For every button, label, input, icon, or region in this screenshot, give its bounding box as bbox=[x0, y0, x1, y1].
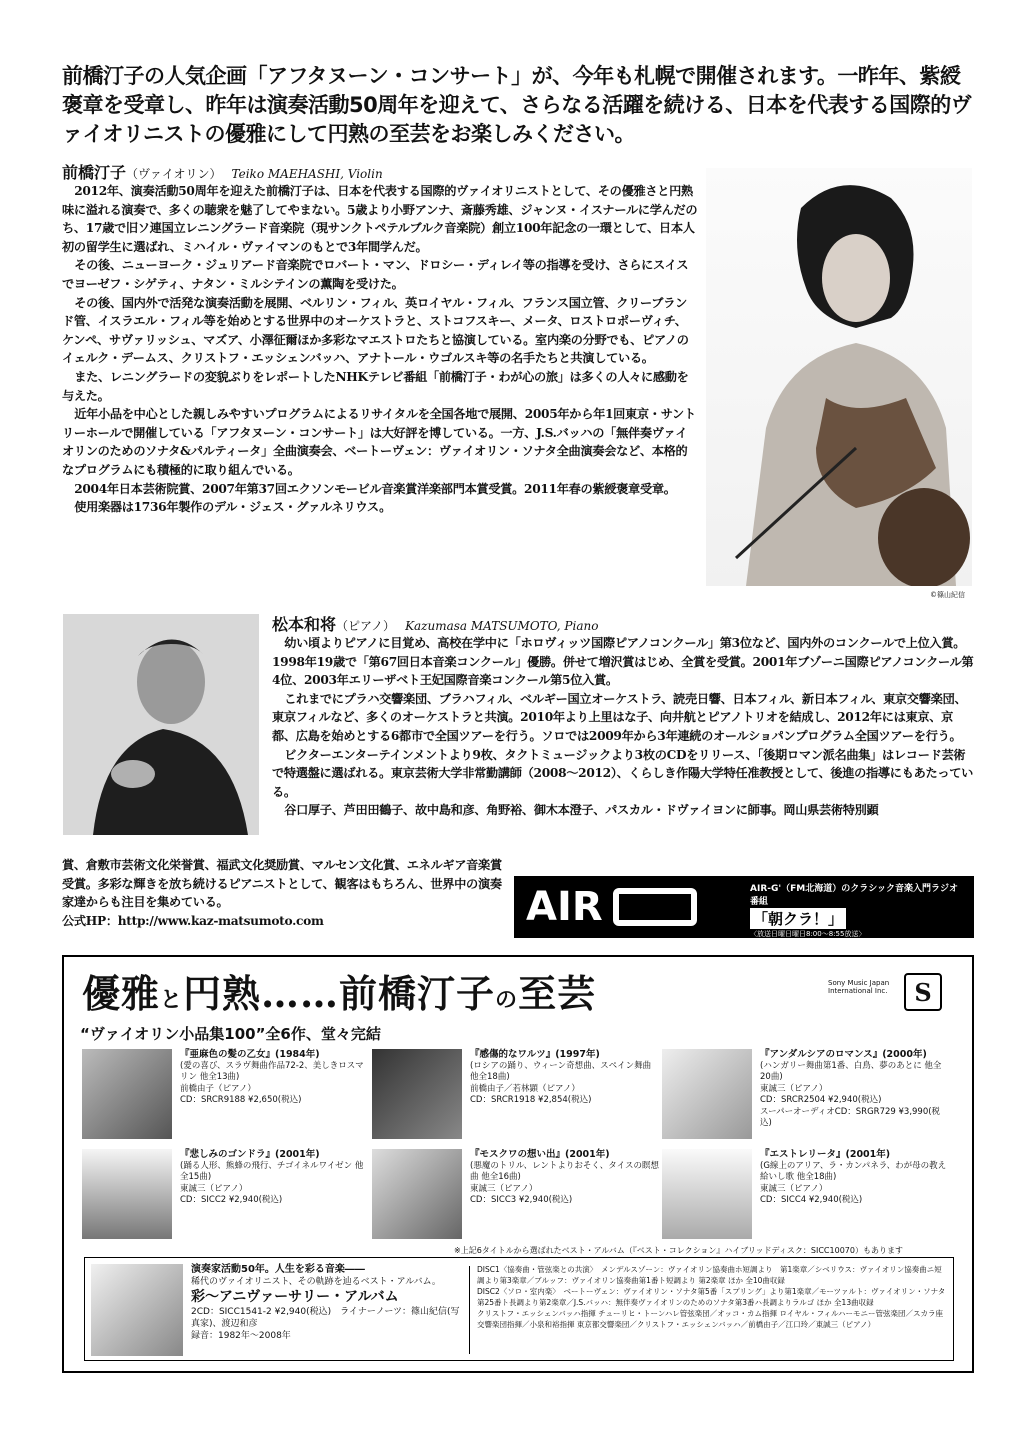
artist1-bio-p3: その後、国内外で活発な演奏活動を展開、ベルリン・フィル、英ロイヤル・フィル、フランス国立管、クリーブランド管、イスラエル・フィル等を始めとする世界中のオーケストラと、ストコフスキー、メータ、ロストロポーヴィチ、ケンペ、サヴァリッシュ、マズア、小澤征爾ほか多彩なマエストロたちと協演している。室内楽の分野でも、ピアノのイェルク・デームス、クリストフ・エッシェンバッハ、アナトール・ウゴルスキ等の名手たちと共演している。 bbox=[62, 295, 689, 366]
sony-logo-icon: S bbox=[904, 973, 942, 1011]
artist1-header bbox=[62, 160, 383, 183]
anniversary-album[interactable] bbox=[84, 1257, 954, 1361]
air-g-banner bbox=[514, 876, 974, 957]
cd-extra: スーパーオーディオCD：SRGR729 ¥3,990(税込) bbox=[760, 1106, 941, 1128]
air-g-line5: [mail] asakura@air-g.co.jp bbox=[750, 949, 842, 957]
promo-title-part: 円熟……前橋汀子 bbox=[183, 971, 496, 1016]
cd-item[interactable] bbox=[662, 1149, 947, 1249]
cd-title: 『悲しみのゴンドラ』(2001年) bbox=[180, 1149, 320, 1160]
anniversary-sub: 稀代のヴァイオリニスト、その軌跡を辿るベスト・アルバム。 bbox=[191, 1277, 441, 1287]
best-album-note: ※上記6タイトルから選ばれたベスト・アルバム（『ベスト・コレクション』ハイブリッドディスク：SICC10070）もあります bbox=[454, 1246, 903, 1255]
air-g-program: 「朝クラ！」 bbox=[750, 908, 846, 929]
anniversary-info bbox=[191, 1264, 461, 1342]
cd-code: CD：SICC2 ¥2,940(税込) bbox=[180, 1195, 283, 1205]
cd-text bbox=[180, 1049, 370, 1107]
air-g-logo-text: AIR bbox=[526, 884, 603, 930]
cd-desc: (G線上のアリア、ラ・カンパネラ、わが母の教え給いし歌 他全18曲) bbox=[760, 1160, 947, 1182]
anniversary-tracks bbox=[477, 1264, 947, 1330]
disc1-tracks: DISC1〈協奏曲・管弦楽との共演〉 メンデルスゾーン：ヴァイオリン協奏曲ホ短調より 第1楽章／シベリウス：ヴァイオリン協奏曲ニ短調より第3楽章／ブルッフ：ヴァイオリン協奏曲第1番ト短調より 第2楽章 ほか 全10曲収録 bbox=[477, 1265, 942, 1285]
cd-cover bbox=[82, 1049, 172, 1139]
cd-item[interactable] bbox=[82, 1149, 367, 1249]
cd-cover bbox=[82, 1149, 172, 1239]
artist1-bio-p2: その後、ニューヨーク・ジュリアード音楽院でロバート・マン、ドロシー・ディレイ等の指導を受け、さらにスイスでヨーゼフ・シゲティ、ナタン・ミルシテインの薫陶を受けた。 bbox=[62, 258, 689, 291]
cd-title: 『感傷的なワルツ』(1997年) bbox=[470, 1049, 600, 1060]
anniversary-rec: 録音：1982年〜2008年 bbox=[191, 1331, 291, 1341]
cd-text bbox=[470, 1149, 660, 1207]
air-g-line4: DJ:高山秀毅 HIDEKI TAKAYAMA bbox=[750, 940, 853, 948]
air-g-logo bbox=[516, 878, 744, 936]
intro-text: 前橋汀子の人気企画「アフタヌーン・コンサート」が、今年も札幌で開催されます。一昨年、紫綬褒章を受章し、昨年は演奏活動50周年を迎えて、さらなる活躍を続ける、日本を代表する国際的ヴァイオリニストの優雅にして円熟の至芸をお楽しみください。 bbox=[62, 64, 972, 146]
divider bbox=[469, 1266, 470, 1354]
artist2-bio bbox=[272, 634, 974, 820]
cd-pianist: 東誠三（ピアノ） bbox=[470, 1183, 538, 1194]
cd-cover bbox=[662, 1149, 752, 1239]
artist1-name-en: Teiko MAEHASHI, Violin bbox=[231, 167, 383, 181]
air-g-line3: 〈放送日曜日曜日8:00〜8:55放送〉 bbox=[750, 930, 866, 938]
artist2-website[interactable]: 公式HP：http://www.kaz-matsumoto.com bbox=[62, 913, 324, 928]
cd-text bbox=[760, 1149, 950, 1207]
artist2-role: （ピアノ） bbox=[336, 619, 396, 633]
cd-title: 『モスクワの想い出』(2001年) bbox=[470, 1149, 610, 1160]
cd-code: CD：SICC3 ¥2,940(税込) bbox=[470, 1195, 573, 1205]
artist1-photo bbox=[706, 168, 972, 586]
cd-pianist: 前橋由子（ピアノ） bbox=[180, 1083, 256, 1094]
label-name: Sony Music Japan International Inc. bbox=[828, 979, 890, 995]
series-heading: “ヴァイオリン小品集100”全6作、堂々完結 bbox=[80, 1025, 381, 1043]
promo-title bbox=[82, 963, 596, 1018]
artist1-bio-p4: また、レニングラードの変貌ぶりをレポートしたNHKテレビ番組「前橋汀子・わが心の旅」は多くの人々に感動を与えた。 bbox=[62, 369, 689, 403]
air-g-info bbox=[744, 878, 972, 957]
promo-title-part: 至芸 bbox=[518, 971, 597, 1016]
performer-credits: クリストフ・エッシェンバッハ指揮 チューリヒ・トーンハレ管弦楽団／オッコ・カム指揮 ロイヤル・フィルハーモニー管弦楽団／スカラ座交響楽団指揮／小泉和裕指揮 東京都交響楽団／クリストフ・エッシェンバッハ／前橋由子／江口玲／東誠三（ピアノ） bbox=[477, 1309, 944, 1329]
artist2-name-en: Kazumasa MATSUMOTO, Piano bbox=[405, 619, 599, 633]
cd-code: CD：SICC4 ¥2,940(税込) bbox=[760, 1195, 863, 1205]
cd-promo-box bbox=[62, 955, 974, 1373]
artist1-bio bbox=[62, 182, 698, 517]
cd-text bbox=[180, 1149, 370, 1207]
anniversary-code: 2CD：SICC1541-2 ¥2,940(税込) ライナーノーツ：篠山紀信(写真家)、渡辺和彦 bbox=[191, 1307, 460, 1329]
anniversary-cover bbox=[91, 1264, 183, 1356]
promo-title-part: 優雅 bbox=[82, 971, 161, 1016]
artist1-bio-p6: 2004年日本芸術院賞、2007年第37回エクソンモービル音楽賞洋楽部門本賞受賞。2011年春の紫綬褒章受章。 bbox=[74, 481, 676, 496]
anniversary-headline: 演奏家活動50年。人生を彩る音楽―― bbox=[191, 1264, 365, 1275]
cd-item[interactable] bbox=[372, 1049, 657, 1149]
cd-cover bbox=[372, 1049, 462, 1139]
cd-cover bbox=[662, 1049, 752, 1139]
cd-desc: (ハンガリー舞曲第1番、白鳥、夢のあとに 他全20曲) bbox=[760, 1060, 942, 1082]
artist2-header bbox=[272, 612, 598, 635]
cd-item[interactable] bbox=[372, 1149, 660, 1249]
cd-pianist: 東誠三（ピアノ） bbox=[760, 1083, 828, 1094]
disc2-tracks: DISC2〈ソロ・室内楽〉 ベートーヴェン：ヴァイオリン・ソナタ第5番「スプリング」より第1楽章／モーツァルト：ヴァイオリン・ソナタ第25番ト長調より第2楽章／J.S.バッハ：無伴奏ヴァイオリンのためのソナタ第3番ハ長調よりラルゴ ほか 全13曲収録 bbox=[477, 1287, 946, 1307]
g-logo-icon bbox=[613, 888, 697, 926]
artist2-bio-p4: 谷口厚子、芦田田鶴子、故中島和彦、角野裕、御木本澄子、パスカル・ドヴァイヨンに師事。岡山県芸術特別顕 bbox=[284, 803, 879, 818]
promo-title-part: と bbox=[160, 987, 184, 1013]
artist2-bio-p2: これまでにプラハ交響楽団、ブラハフィル、ベルギー国立オーケストラ、読売日響、日本フィル、新日本フィル、東京交響楽団、東京フィルなど、多くのオーケストラと共演。2010年より上里はな子、向井航とピアノトリオを結成し、2012年には東京、京都、広島を始めとする6都市で全国ツアーを行う。ソロでは2009年から3年連続のオールショパンプログラム全国ツアーを行う。 bbox=[272, 691, 967, 743]
artist2-photo bbox=[63, 614, 259, 835]
artist1-role: （ヴァイオリン） bbox=[126, 167, 222, 181]
cd-code: CD：SRCR9188 ¥2,650(税込) bbox=[180, 1095, 302, 1105]
anniversary-title: 彩〜アニヴァーサリー・アルバム bbox=[191, 1289, 399, 1305]
cd-cover bbox=[372, 1149, 462, 1239]
artist2-bio-continued bbox=[62, 856, 502, 930]
cd-text bbox=[760, 1049, 950, 1130]
cd-desc: (踊る人形、熊蜂の飛行、チゴイネルワイゼン 他全15曲) bbox=[180, 1160, 364, 1182]
photo-credit: ©篠山紀信 bbox=[930, 591, 965, 599]
artist2-bio-p3: ビクターエンターテインメントより9枚、タクトミュージックより3枚のCDをリリース、「後期ロマン派名曲集」はレコード芸術で特選盤に選ばれる。東京芸術大学非常勤講師（2008〜2012）、くらしき作陽大学特任准教授として、後進の指導にもあたっている。 bbox=[272, 747, 974, 799]
artist2-bio-cont: 賞、倉敷市芸術文化栄誉賞、福武文化奨励賞、マルセン文化賞、エネルギア音楽賞受賞。多彩な輝きを放ち続けるピアニストとして、観客はもちろん、世界中の演奏家達からも注目を集めている。 bbox=[62, 858, 502, 910]
cd-text bbox=[470, 1049, 660, 1107]
cd-desc: (悪魔のトリル、レントよりおそく、タイスの瞑想曲 他全16曲) bbox=[470, 1160, 660, 1182]
cd-item[interactable] bbox=[662, 1049, 947, 1149]
cd-pianist: 前橋由子／若林顕（ピアノ） bbox=[470, 1083, 580, 1094]
cd-item[interactable] bbox=[82, 1049, 367, 1149]
cd-title: 『アンダルシアのロマンス』(2000年) bbox=[760, 1049, 927, 1060]
cd-desc: (愛の喜び、スラヴ舞曲作品72-2、美しきロスマリン 他全13曲) bbox=[180, 1060, 364, 1082]
cd-pianist: 東誠三（ピアノ） bbox=[180, 1183, 248, 1194]
artist2-bio-p1: 幼い頃よりピアノに目覚め、高校在学中に「ホロヴィッツ国際ピアノコンクール」第3位など、国内外のコンクールで上位入賞。1998年19歳で「第67回日本音楽コンクール」優勝。併せて増沢賞はじめ、全賞を受賞。2001年ブゾーニ国際ピアノコンクール第4位、2003年エリーザベト王妃国際音楽コンクール第5位入賞。 bbox=[272, 636, 974, 688]
cd-code: CD：SRCR2504 ¥2,940(税込) bbox=[760, 1095, 882, 1105]
cd-code: CD：SRCR1918 ¥2,854(税込) bbox=[470, 1095, 592, 1105]
artist1-bio-p5: 近年小品を中心とした親しみやすいプログラムによるリサイタルを全国各地で展開、2005年から年1回東京・サントリーホールで開催している「アフタヌーン・コンサート」は大好評を博している。一方、J.S.バッハの「無伴奏ヴァイオリンのためのソナタ&パルティータ」全曲演奏会、ベートーヴェン：ヴァイオリン・ソナタ全曲演奏会など、本格的なプログラムにも積極的に取り組んでいる。 bbox=[62, 407, 696, 477]
cd-pianist: 東誠三（ピアノ） bbox=[760, 1183, 828, 1194]
cd-title: 『亜麻色の髪の乙女』(1984年) bbox=[180, 1049, 320, 1060]
cd-title: 『エストレリータ』(2001年) bbox=[760, 1149, 891, 1160]
artist2-name: 松本和将 bbox=[272, 615, 337, 634]
air-g-line1: AIR-G'（FM北海道）のクラシック音楽入門ラジオ番組 bbox=[750, 884, 959, 907]
cd-desc: (ロシアの踊り、ウィーン奇想曲、スペイン舞曲 他全18曲) bbox=[470, 1060, 652, 1082]
artist1-name: 前橋汀子 bbox=[62, 163, 127, 182]
promo-title-part: の bbox=[495, 987, 519, 1013]
artist1-bio-p1: 2012年、演奏活動50周年を迎えた前橋汀子は、日本を代表する国際的ヴァイオリニストとして、その優雅さと円熟味に溢れる演奏で、多くの聴衆を魅了してやまない。5歳より小野アンナ、斎藤秀雄、ジャンヌ・イスナールに学んだのち、17歳で旧ソ連国立レニングラード音楽院（現サンクトペテルブルク音楽院）創立100年記念の一環として、日本人初の留学生に選ばれ、ミハイル・ヴァイマンのもとで3年間学んだ。 bbox=[62, 184, 698, 254]
artist1-bio-p7: 使用楽器は1736年製作のデル・ジェス・グァルネリウス。 bbox=[74, 500, 391, 515]
